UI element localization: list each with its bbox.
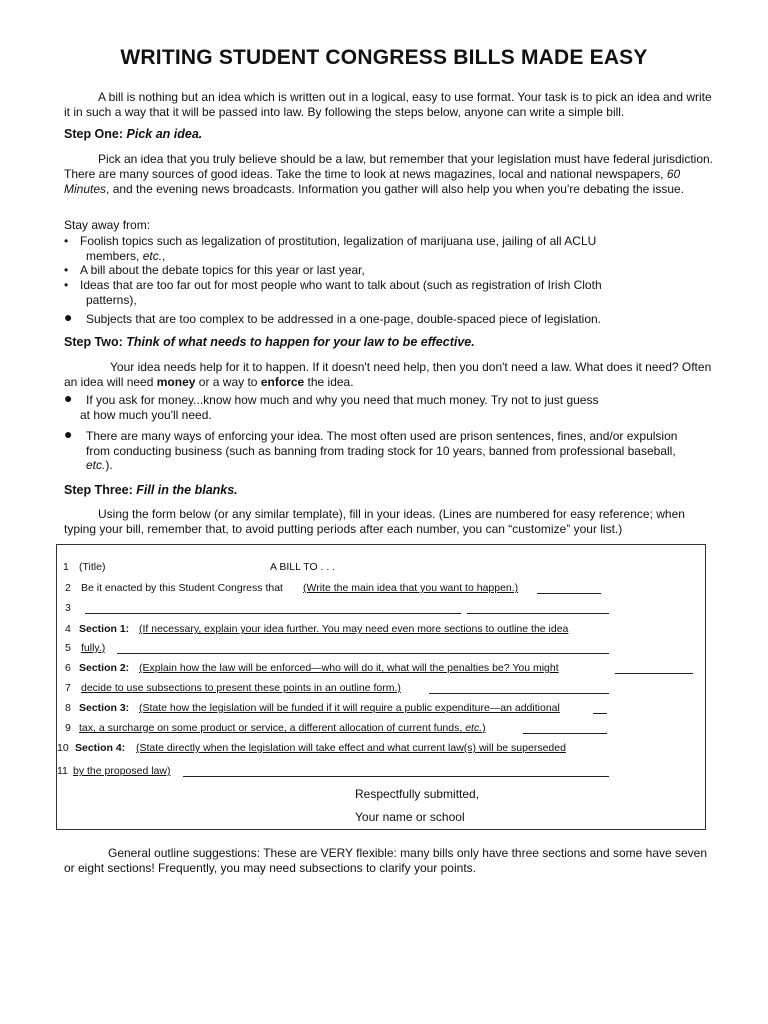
section-3-instruction-close: )	[482, 722, 486, 734]
line-number: 7	[65, 682, 71, 694]
section-1-instruction-cont: fully.)	[81, 642, 106, 654]
line-number: 2	[65, 582, 71, 594]
list-item-text-em: etc.	[142, 248, 163, 263]
list-item-text-c: ,	[162, 248, 166, 263]
list-item-text: Ideas that are too far out for most people who want to talk about (such as registration of Irish Cloth	[80, 278, 602, 292]
enforce-keyword: enforce	[260, 375, 305, 389]
section-3-instruction-cont	[79, 722, 486, 734]
section-4-instruction-cont: by the proposed law)	[73, 765, 171, 777]
name-or-school: Your name or school	[355, 810, 465, 824]
step-two-text-a: Your idea needs help for it to happen. If it doesn't need help, then you don't need a law. What does it need? Often an idea will need	[64, 360, 712, 389]
bullet-marker: ●	[64, 309, 73, 325]
list-item-text-cont	[64, 249, 704, 264]
list-item-text-cont: patterns),	[86, 292, 137, 307]
blank-line	[593, 713, 607, 714]
step-three-heading	[64, 483, 714, 497]
section-3-instruction-cont-text: tax, a surcharge on some product or service, a different allocation of current funds,	[79, 722, 463, 734]
line-number: 9	[65, 722, 71, 734]
list-item	[64, 278, 704, 307]
list-item	[64, 309, 704, 327]
list-item	[64, 390, 704, 422]
list-item-text-em: etc.	[86, 458, 106, 472]
section-3-label: Section 3:	[79, 702, 130, 714]
list-item-text-a: There are many ways of enforcing your idea. The most often used are prison sentences, fines, and/or expulsion from conducting business (such as banning from trading stock for 10 years, banned from professional baseball,	[86, 429, 678, 458]
line-number: 11	[57, 765, 68, 777]
step-one-text-em: 60 Minutes	[64, 167, 681, 196]
main-idea-instruction: (Write the main idea that you want to happen.)	[303, 582, 519, 594]
intro-paragraph: A bill is nothing but an idea which is written out in a logical, easy to use format. Your task is to pick an idea and write it in such a way that it will be passed into law. By following the steps below, anyone can write a simple bill.	[64, 90, 712, 119]
page-title: WRITING STUDENT CONGRESS BILLS MADE EASY	[120, 46, 648, 69]
section-2-instruction: (Explain how the law will be enforced—who will do it, what will the penalties be? You might	[139, 662, 559, 674]
section-1-label: Section 1:	[79, 623, 130, 635]
line-number: 5	[65, 642, 71, 654]
list-item	[64, 263, 704, 278]
list-item-text-b: members,	[86, 248, 140, 263]
step-two-title: Think of what needs to happen for your law to be effective.	[126, 335, 475, 349]
blank-line	[429, 693, 609, 694]
list-item-text: If you ask for money...know how much and why you need that much money. Try not to just guess	[86, 393, 599, 407]
blank-line	[615, 673, 693, 674]
section-3-instruction: (State how the legislation will be funded if it will require a public expenditure—an additional	[139, 702, 560, 714]
stay-away-label: Stay away from:	[64, 218, 151, 232]
respectfully-submitted: Respectfully submitted,	[355, 787, 480, 801]
step-one-title: Pick an idea.	[126, 127, 203, 141]
line-number: 8	[65, 702, 71, 714]
step-two-heading	[64, 335, 714, 349]
section-3-instruction-em: etc.	[465, 722, 483, 734]
list-item	[64, 426, 704, 473]
step-two-label: Step Two:	[64, 335, 123, 349]
section-2-label: Section 2:	[79, 662, 130, 674]
line-number: 10	[57, 742, 69, 754]
blank-line	[85, 613, 461, 614]
enacting-clause: Be it enacted by this Student Congress that	[81, 582, 283, 594]
step-two-paragraph	[64, 360, 714, 390]
bill-to-text: A BILL TO . . .	[270, 561, 336, 573]
list-item-text	[64, 426, 704, 473]
step-two-text-b: or a way to	[198, 375, 258, 389]
list-item-text: A bill about the debate topics for this year or last year,	[80, 263, 365, 277]
title-placeholder: (Title)	[79, 561, 106, 573]
blank-line	[467, 613, 609, 614]
bullet-marker: •	[64, 234, 69, 248]
blank-line	[537, 593, 601, 594]
step-two-text-c: the idea.	[307, 375, 354, 389]
line-number: 1	[63, 561, 69, 573]
line-number: 4	[65, 623, 71, 635]
bullet-marker: ●	[64, 426, 73, 442]
line-number: 6	[65, 662, 71, 674]
section-1-instruction: (If necessary, explain your idea further. You may need even more sections to outline the idea	[139, 623, 569, 635]
blank-line	[523, 733, 607, 734]
section-2-instruction-cont: decide to use subsections to present these points in an outline form.)	[81, 682, 401, 694]
bullet-marker: •	[64, 263, 69, 277]
blank-line	[183, 776, 609, 777]
blank-line	[117, 653, 609, 654]
step-one-text-a: Pick an idea that you truly believe should be a law, but remember that your legislation must have federal jurisdiction. There are many sources of good ideas. Take the time to look at news magazines, local and national newspapers,	[64, 152, 713, 181]
step-three-title: Fill in the blanks.	[136, 483, 238, 497]
bill-template-form	[56, 544, 706, 830]
step-three-label: Step Three:	[64, 483, 133, 497]
list-item-text: Subjects that are too complex to be addressed in a one-page, double-spaced piece of legislation.	[86, 312, 602, 326]
list-item	[64, 234, 704, 263]
step-one-heading	[64, 127, 714, 141]
step-one-paragraph	[64, 152, 714, 197]
list-item-text: Foolish topics such as legalization of prostitution, legalization of marijuana use, jailing of all ACLU	[80, 234, 597, 248]
step-three-paragraph: Using the form below (or any similar template), fill in your ideas. (Lines are numbered for easy reference; when typing your bill, remember that, to avoid putting periods after each number, you can “customize” your list.)	[64, 507, 685, 536]
bullet-marker: •	[64, 278, 69, 292]
step-one-label: Step One:	[64, 127, 124, 141]
money-keyword: money	[156, 375, 196, 389]
bullet-marker: ●	[64, 390, 73, 406]
outline-suggestions: General outline suggestions: These are VERY flexible: many bills only have three sections and some have seven or eight sections! Frequently, you may need subsections to clarify your points.	[64, 846, 708, 875]
section-4-label: Section 4:	[75, 742, 126, 754]
section-4-instruction: (State directly when the legislation will take effect and what current law(s) will be superseded	[136, 742, 566, 754]
list-item-text-cont: at how much you'll need.	[80, 407, 212, 422]
list-item-text-c: ).	[105, 458, 113, 472]
step-one-text-b: , and the evening news broadcasts. Information you gather will also help you when you're debating the issue.	[106, 182, 685, 196]
line-number: 3	[65, 602, 71, 614]
